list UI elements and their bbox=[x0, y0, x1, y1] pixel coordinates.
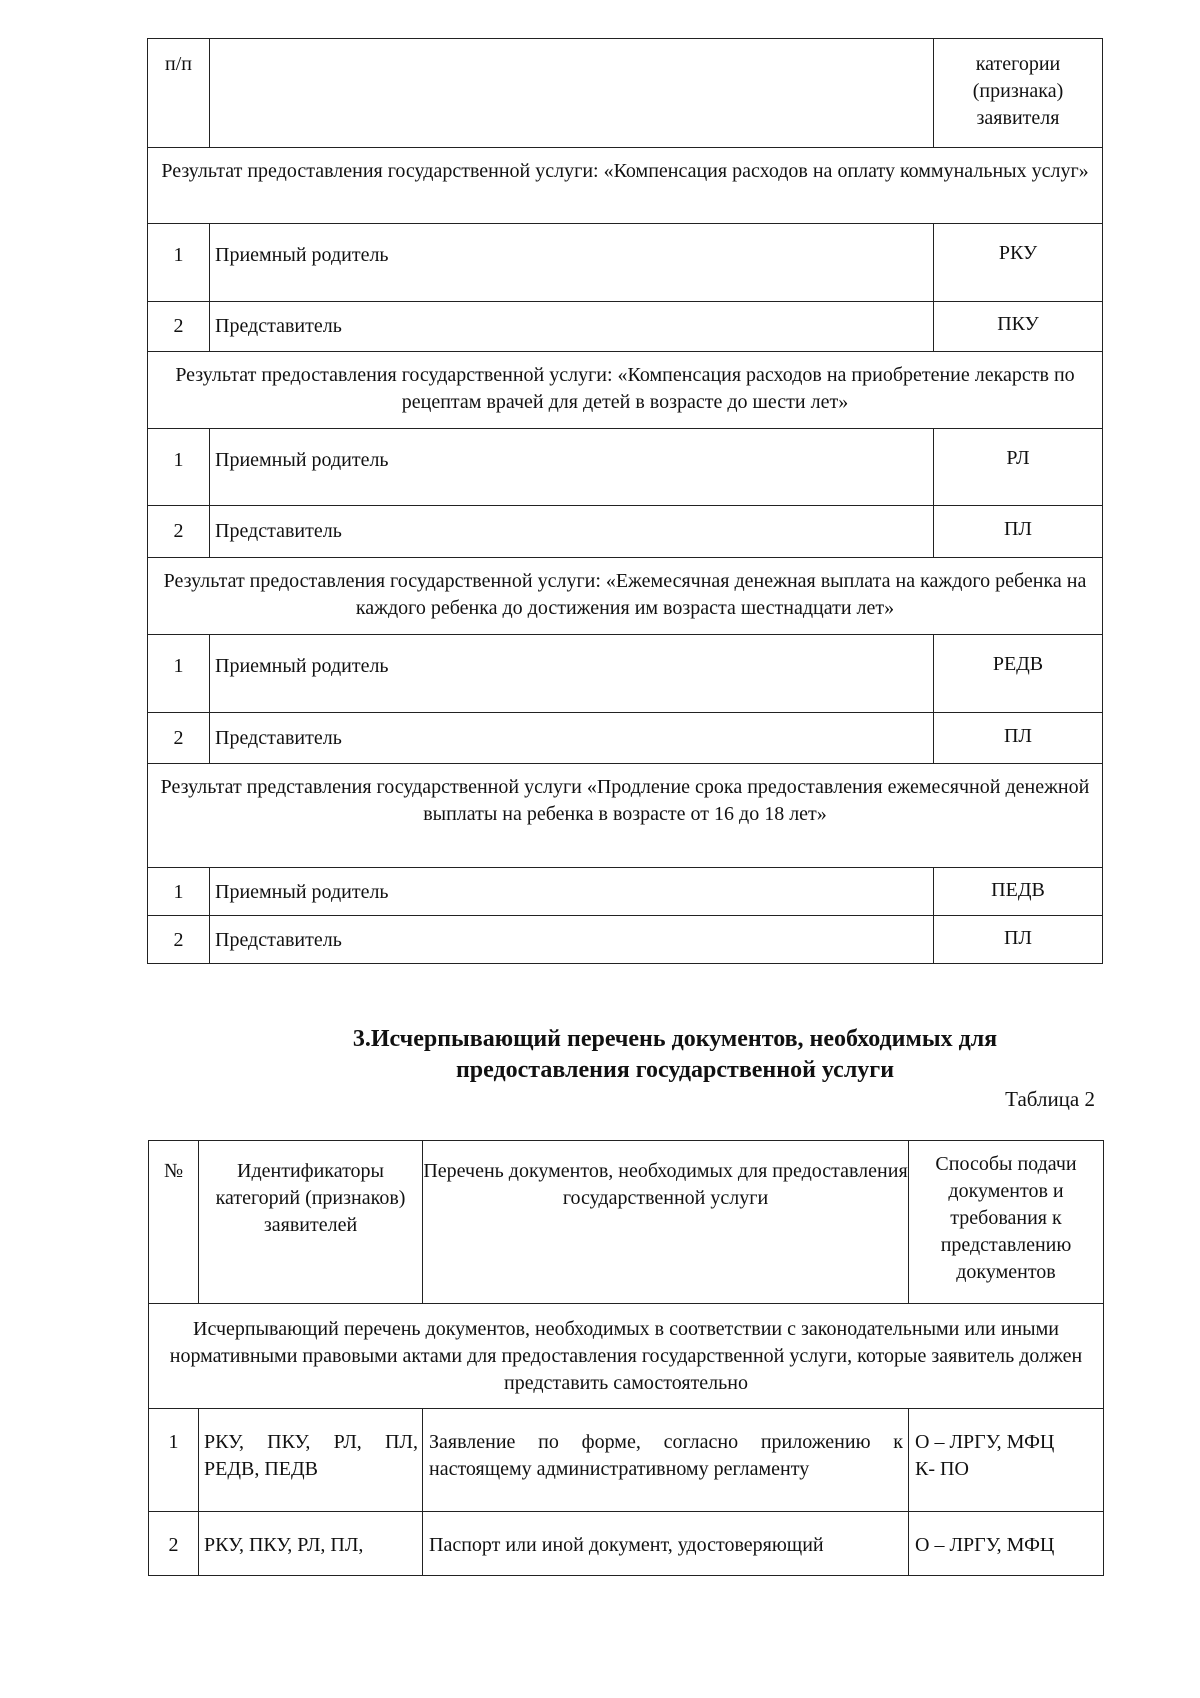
section-row bbox=[149, 1304, 1104, 1409]
section-row bbox=[148, 148, 1103, 224]
row-num: 2 bbox=[148, 302, 210, 352]
section-title: Результат предоставления государственной услуги: «Компенсация расходов на оплату коммунальных услуг» bbox=[148, 148, 1103, 224]
table-row bbox=[148, 868, 1103, 916]
row-num: 1 bbox=[148, 635, 210, 713]
row-code: ПЕДВ bbox=[934, 868, 1103, 916]
section-heading-line2: предоставления государственной услуги bbox=[455, 1057, 895, 1083]
table-row bbox=[148, 506, 1103, 558]
row-category: Представитель bbox=[210, 713, 934, 764]
row-code: ПЛ bbox=[934, 506, 1103, 558]
section-row bbox=[148, 764, 1103, 868]
row-num: 2 bbox=[148, 916, 210, 964]
row-code: ПЛ bbox=[934, 916, 1103, 964]
row-docs: Заявление по форме, согласно приложению к настоящему административному регламенту bbox=[423, 1409, 909, 1512]
row-docs: Паспорт или иной документ, удостоверяющий bbox=[423, 1512, 909, 1576]
table-row bbox=[149, 1512, 1104, 1576]
table-header-row bbox=[148, 39, 1103, 148]
section-title: Результат предоставления государственной услуги: «Компенсация расходов на приобретение лекарств по рецептам врачей для детей в возрасте до шести лет» bbox=[148, 352, 1103, 429]
documents-table bbox=[148, 1140, 1104, 1576]
header-docs: Перечень документов, необходимых для предоставления государственной услуги bbox=[423, 1141, 909, 1304]
row-num: 1 bbox=[148, 429, 210, 506]
row-num: 2 bbox=[148, 506, 210, 558]
row-num: 2 bbox=[148, 713, 210, 764]
row-num: 1 bbox=[149, 1409, 199, 1512]
table-row bbox=[148, 302, 1103, 352]
table-header-row bbox=[149, 1141, 1104, 1304]
row-category: Представитель bbox=[210, 302, 934, 352]
row-num: 2 bbox=[149, 1512, 199, 1576]
header-num: п/п bbox=[148, 39, 210, 148]
row-category: Представитель bbox=[210, 506, 934, 558]
row-category: Приемный родитель bbox=[210, 429, 934, 506]
header-code: категории (признака) заявителя bbox=[934, 39, 1103, 148]
applicant-categories-table bbox=[147, 38, 1103, 964]
section-row bbox=[148, 558, 1103, 635]
table-row bbox=[148, 916, 1103, 964]
row-ids: РКУ, ПКУ, РЛ, ПЛ, РЕДВ, ПЕДВ bbox=[199, 1409, 423, 1512]
section-title: Результат представления государственной услуги «Продление срока предоставления ежемесячной денежной выплаты на ребенка в возрасте от 16 до 18 лет» bbox=[148, 764, 1103, 868]
header-ids: Идентификаторы категорий (признаков) заявителей bbox=[199, 1141, 423, 1304]
table-row bbox=[148, 224, 1103, 302]
section-heading-line1: 3.Исчерпывающий перечень документов, необходимых для bbox=[352, 1026, 998, 1052]
row-code: РЕДВ bbox=[934, 635, 1103, 713]
row-code: РЛ bbox=[934, 429, 1103, 506]
row-category: Приемный родитель bbox=[210, 224, 934, 302]
section-row bbox=[148, 352, 1103, 429]
row-ways bbox=[909, 1512, 1104, 1576]
header-category bbox=[210, 39, 934, 148]
row-num: 1 bbox=[148, 224, 210, 302]
table-row bbox=[148, 429, 1103, 506]
row-num: 1 bbox=[148, 868, 210, 916]
header-num: № bbox=[149, 1141, 199, 1304]
row-ways-line1: О – ЛРГУ, МФЦ bbox=[915, 1431, 1055, 1453]
row-ids: РКУ, ПКУ, РЛ, ПЛ, bbox=[199, 1512, 423, 1576]
row-ways bbox=[909, 1409, 1104, 1512]
section-title: Результат предоставления государственной услуги: «Ежемесячная денежная выплата на каждого ребенка на каждого ребенка до достижения им возраста шестнадцати лет» bbox=[148, 558, 1103, 635]
row-code: ПКУ bbox=[934, 302, 1103, 352]
table-row bbox=[149, 1409, 1104, 1512]
table-row bbox=[148, 713, 1103, 764]
row-ways-line1: О – ЛРГУ, МФЦ bbox=[915, 1534, 1055, 1556]
section-heading bbox=[200, 1024, 1150, 1086]
row-category: Приемный родитель bbox=[210, 868, 934, 916]
header-ways: Способы подачи документов и требования к представлению документов bbox=[909, 1141, 1104, 1304]
table-row bbox=[148, 635, 1103, 713]
row-code: ПЛ bbox=[934, 713, 1103, 764]
section-title: Исчерпывающий перечень документов, необходимых в соответствии с законодательными или иными нормативными правовыми актами для предоставления государственной услуги, которые заявитель должен представить самостоятельно bbox=[149, 1304, 1104, 1409]
row-code: РКУ bbox=[934, 224, 1103, 302]
row-category: Представитель bbox=[210, 916, 934, 964]
table-label: Таблица 2 bbox=[1005, 1087, 1095, 1111]
row-category: Приемный родитель bbox=[210, 635, 934, 713]
row-ways-line2: К- ПО bbox=[915, 1458, 969, 1480]
